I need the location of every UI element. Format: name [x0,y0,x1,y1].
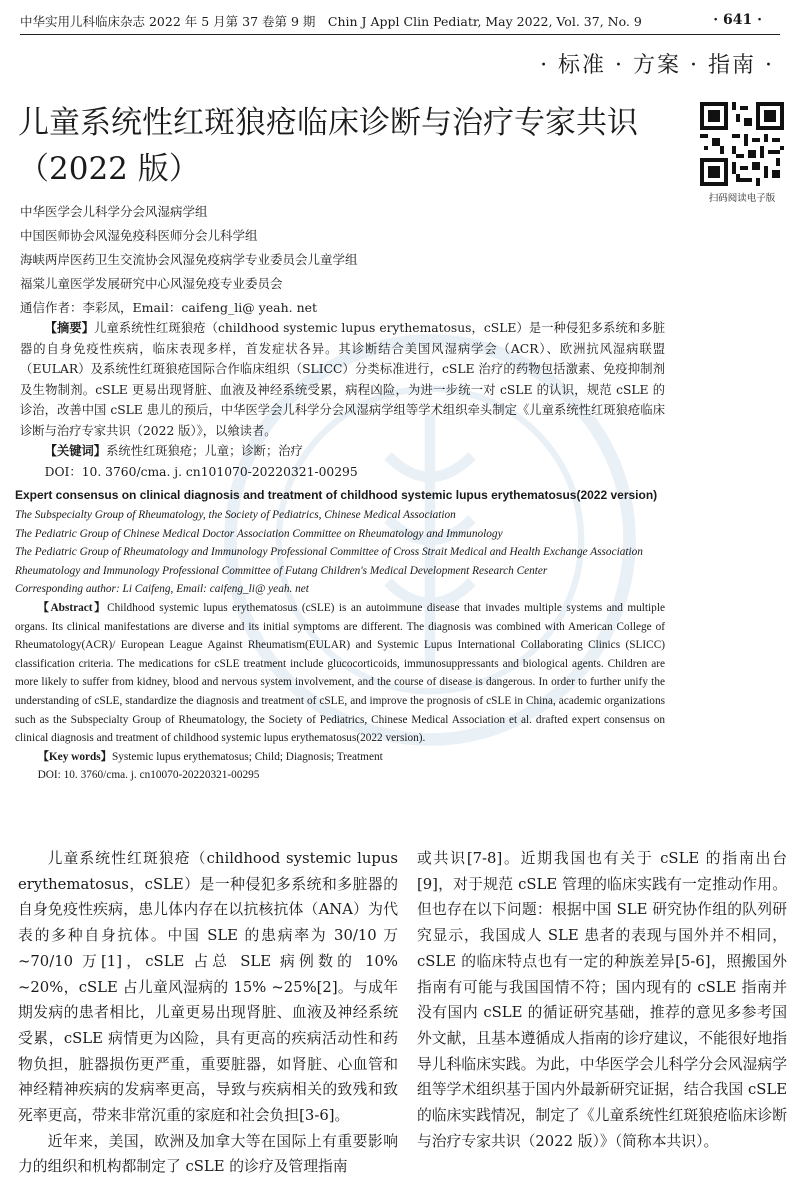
corresponding-author: 通信作者：李彩凤，Email：caifeng_li@ yeah. net [20,300,318,315]
abstract-label: 【摘要】 [44,320,95,335]
english-abstract-label: 【Abstract】 [37,601,108,614]
english-keywords-label: 【Key words】 [37,750,112,763]
keywords-text: 系统性红斑狼疮；儿童；诊断；治疗 [106,444,303,458]
english-corresponding-author: Corresponding author: Li Caifeng, Email: caifeng_li@ yeah. net [15,583,309,596]
english-doi: DOI: 10. 3760/cma. j. cn10070-20220321-00295 [37,769,260,782]
english-abstract [15,486,665,785]
page-number: · 641 · [713,12,762,28]
body-paragraph: 儿童系统性红斑狼疮（childhood systemic lupus erythematosus，cSLE）是一种侵犯多系统和多脏器的自身免疫性疾病，患儿体内存在以抗核抗体（ANA）为代表的多种自身抗体。中国 SLE 的患病率为 30/10 万 ~70/10 万[1]，cSLE 占总 SLE 病例数的 10% ~20%，cSLE 占儿童风湿病的 15% ~25%[2]。与成年期发病的患者相比，儿童更易出现肾脏、血液及神经系统受累，cSLE 病情更为凶险，具有更高的疾病活动性和药物负担，脏器损伤更严重，重要脏器，如肾脏、心血管和神经精神疾病的发病率更高，导致与疾病相关的致残和致死率更高，带来非常沉重的家庭和社会负担[3-6]。 [18,850,398,1125]
affiliation-4: 福棠儿童医学发展研究中心风湿免疫专业委员会 [20,276,283,291]
english-title: Expert consensus on clinical diagnosis and treatment of childhood systemic lupus erythematosus(2022 version) [15,488,658,502]
body-column-left [18,846,398,1180]
affiliation-3: 海峡两岸医药卫生交流协会风湿免疫病学专业委员会儿童学组 [20,252,358,267]
author-affiliations [20,200,358,320]
english-abstract-text: Childhood systemic lupus erythematosus (cSLE) is an autoimmune disease that invades multiple systems and multiple organs. Its clinical manifestations are diverse and its initial symptoms are different. The diagnosis was combined with American College of Rheumatology(ACR)/ European League Against Rheumatism(EULAR) and Systemic Lupus International Collaborating Clinics (SLICC) classification criteria. The medications for cSLE treatment include glucocorticoids, immunosuppressants and biological agents. Children are more likely to suffer from kidney, blood and nervous system involvement, and the course of disease is dangerous. In order to further unify the understanding of cSLE, standardize the diagnosis and treatment of cSLE, and improve the prognosis of cSLE in China, academic organizations such as the Subspecialty Group of Rheumatology, the Society of Pediatrics, Chinese Medical Association et al. drafted expert consensus on clinical diagnosis and treatment of childhood systemic lupus erythematosus(2022 version). [15,601,665,745]
english-affiliation-2: The Pediatric Group of Chinese Medical Doctor Association Committee on Rheumatology and Immunology [15,527,503,540]
qr-caption: 扫码阅读电子版 [708,193,776,204]
english-affiliation-1: The Subspecialty Group of Rheumatology, the Society of Pediatrics, Chinese Medical Association [15,509,456,521]
article-title: 儿童系统性红斑狼疮临床诊断与治疗专家共识（2022 版） [18,105,638,187]
english-affiliation-4: Rheumatology and Immunology Professional Committee of Futang Children's Medical Development Research Center [15,564,548,577]
journal-header: 中华实用儿科临床杂志 2022 年 5 月第 37 卷第 9 期 Chin J Appl Clin Pediatr, May 2022, Vol. 37, No. 9 [20,14,642,29]
affiliation-1: 中华医学会儿科学分会风湿病学组 [20,204,208,219]
chinese-abstract [20,318,665,482]
doi: DOI：10. 3760/cma. j. cn101070-20220321-00295 [44,464,358,479]
body-paragraph: 或共识[7-8]。近期我国也有关于 cSLE 的指南出台[9]，对于规范 cSLE 管理的临床实践有一定推动作用。但也存在以下问题：根据中国 SLE 研究协作组的队列研究显示，我国成人 SLE 患者的表现与国外并不相同，cSLE 的临床特点也有一定的种族差异[5-6]，照搬国外指南有可能与我国国情不符；国内现有的 cSLE 指南并没有国内 cSLE 的循证研究基础，推荐的意见多参考国外文献，且基本遵循成人指南的诊疗建议，不能很好地指导儿科临床实践。为此，中华医学会儿科学分会风湿病学组等学术组织基于国内外最新研究证据，结合我国 cSLE 的临床实践情况，制定了《儿童系统性红斑狼疮临床诊断与治疗专家共识（2022 版）》（简称本共识）。 [417,850,787,1150]
body-paragraph: 近年来，美国，欧洲及加拿大等在国际上有重要影响力的组织和机构都制定了 cSLE 的诊疗及管理指南 [18,1132,398,1176]
section-banner: · 标准 · 方案 · 指南 · [540,53,774,78]
affiliation-2: 中国医师协会风湿免疫科医师分会儿科学组 [20,228,258,243]
qr-code-icon [700,102,784,186]
english-affiliation-3: The Pediatric Group of Rheumatology and Immunology Professional Committee of Cross Strait Medical and Health Exchange Association [15,546,643,559]
english-keywords-text: Systemic lupus erythematosus; Child; Diagnosis; Treatment [111,750,383,763]
body-column-right [417,846,787,1154]
abstract-text: 儿童系统性红斑狼疮（childhood systemic lupus erythematosus，cSLE）是一种侵犯多系统和多脏器的自身免疫性疾病，临床表现多样，首发症状各异。其诊断结合美国风湿病学会（ACR）、欧洲抗风湿病联盟（EULAR）及系统性红斑狼疮国际合作临床组织（SLICC）分类标准进行，cSLE 治疗的药物包括激素、免疫抑制剂及生物制剂。cSLE 更易出现肾脏、血液及神经系统受累，病程凶险，为进一步统一对 cSLE 的认识，规范 cSLE 的诊治，改善中国 cSLE 患儿的预后，中华医学会儿科学分会风湿病学组等学术组织牵头制定《儿童系统性红斑狼疮临床诊断与治疗专家共识（2022 版）》，以飨读者。 [20,321,665,438]
keywords-label: 【关键词】 [44,443,107,458]
header-rule [20,34,780,35]
